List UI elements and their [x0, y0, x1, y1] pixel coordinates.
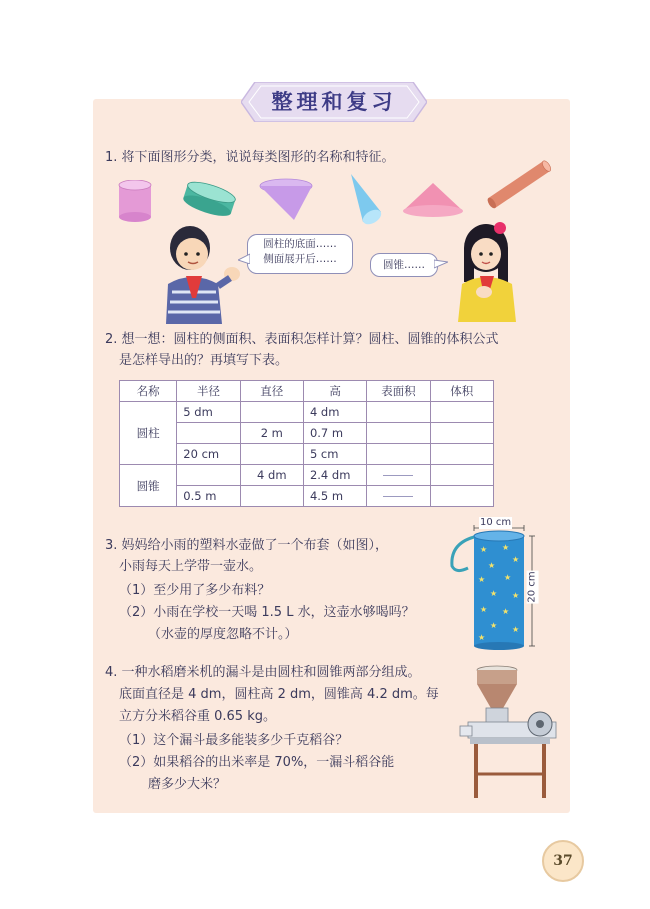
question-4-line-1: 4. 一种水稻磨米机的漏斗是由圆柱和圆锥两部分组成。	[105, 665, 421, 680]
cone-shape-2	[343, 172, 383, 226]
svg-text:★: ★	[488, 561, 496, 570]
table-cell-na	[367, 465, 430, 486]
question-2-line-1: 2. 想一想：圆柱的侧面积、表面积怎样计算？圆柱、圆锥的体积公式	[105, 332, 499, 347]
svg-text:★: ★	[480, 545, 488, 554]
question-3-line-2: 小雨每天上学带一壶水。	[119, 559, 263, 574]
boy-speech-bubble	[247, 234, 353, 274]
table-cell[interactable]	[177, 423, 240, 444]
svg-text:★: ★	[478, 575, 486, 584]
dash-line	[383, 475, 413, 476]
bubble-tail-girl	[434, 258, 448, 270]
svg-text:★: ★	[502, 543, 510, 552]
svg-text:★: ★	[478, 633, 486, 642]
boy-speech-line-2: 侧面展开后……	[263, 253, 337, 265]
question-4-line-2: 底面直径是 4 dm，圆柱高 2 dm，圆锥高 4.2 dm。每	[119, 687, 439, 702]
table-header-row	[120, 381, 494, 402]
girl-speech-text: 圆锥……	[383, 259, 425, 271]
table-cell[interactable]: 5 cm	[303, 444, 366, 465]
question-1: 1. 将下面图形分类，说说每类图形的名称和特征。	[105, 150, 395, 165]
question-3-sub-2b: （水壶的厚度忽略不计。）	[148, 627, 298, 642]
cone-shape-3	[401, 181, 465, 219]
table-cell[interactable]	[430, 423, 493, 444]
table-cell[interactable]: 2.4 dm	[303, 465, 366, 486]
table-cell[interactable]	[177, 465, 240, 486]
table-cell[interactable]: 2 m	[240, 423, 303, 444]
boy-speech-line-1: 圆柱的底面……	[263, 238, 337, 250]
girl-speech-bubble	[370, 253, 438, 277]
bottle-height-label: 20 cm	[526, 571, 538, 603]
svg-text:★: ★	[490, 621, 498, 630]
cone-label: 圆锥	[120, 465, 177, 507]
svg-text:★: ★	[480, 605, 488, 614]
svg-text:★: ★	[512, 555, 520, 564]
question-4-sub-1: （1）这个漏斗最多能装多少千克稻谷？	[119, 733, 349, 748]
question-4-sub-2: （2）如果稻谷的出米率是 70%，一漏斗稻谷能	[119, 755, 395, 770]
table-cell[interactable]	[367, 444, 430, 465]
bottle-width-label: 10 cm	[480, 517, 512, 528]
table-cell[interactable]	[367, 402, 430, 423]
table-cell[interactable]: 4.5 m	[303, 486, 366, 507]
table-cell[interactable]: 0.5 m	[177, 486, 240, 507]
table-cell[interactable]: 0.7 m	[303, 423, 366, 444]
table-cell[interactable]: 4 dm	[303, 402, 366, 423]
table-cell[interactable]	[240, 444, 303, 465]
girl-illustration	[450, 218, 524, 324]
flat-cylinder-shape	[180, 180, 238, 220]
dash-line	[383, 496, 413, 497]
table-row	[120, 465, 494, 486]
boy-illustration	[158, 222, 244, 326]
cylinder-shape-1	[116, 180, 154, 224]
question-2-line-2: 是怎样导出的？再填写下表。	[119, 353, 289, 368]
table-cell[interactable]	[240, 486, 303, 507]
table-cell[interactable]: 4 dm	[240, 465, 303, 486]
question-3-sub-1: （1）至少用了多少布料？	[119, 583, 271, 598]
question-3-line-1: 3. 妈妈给小雨的塑料水壶做了一个布套（如图），	[105, 538, 389, 553]
header-diameter: 直径	[240, 381, 303, 402]
svg-text:★: ★	[490, 589, 498, 598]
header-volume: 体积	[430, 381, 493, 402]
table-cell[interactable]	[430, 486, 493, 507]
table-cell[interactable]	[430, 465, 493, 486]
table-cell[interactable]	[367, 423, 430, 444]
header-height: 高	[303, 381, 366, 402]
long-cylinder-shape	[484, 156, 556, 212]
svg-text:★: ★	[502, 607, 510, 616]
header-name: 名称	[120, 381, 177, 402]
table-cell-na	[367, 486, 430, 507]
table-cell[interactable]: 20 cm	[177, 444, 240, 465]
header-radius: 半径	[177, 381, 240, 402]
table-cell[interactable]	[240, 402, 303, 423]
table-cell[interactable]: 5 dm	[177, 402, 240, 423]
table-cell[interactable]	[430, 402, 493, 423]
question-4-line-3: 立方分米稻谷重 0.65 kg。	[119, 709, 276, 724]
header-surface-area: 表面积	[367, 381, 430, 402]
cylinder-label: 圆柱	[120, 402, 177, 465]
svg-text:★: ★	[512, 591, 520, 600]
volume-table	[119, 380, 494, 507]
rice-mill-illustration	[458, 664, 568, 802]
table-row	[120, 402, 494, 423]
table-cell[interactable]	[430, 444, 493, 465]
question-4-sub-2b: 磨多少大米？	[148, 777, 227, 792]
svg-text:★: ★	[512, 625, 520, 634]
page-number: 37	[542, 840, 584, 882]
bubble-tail-boy	[238, 252, 250, 264]
question-3-sub-2: （2）小雨在学校一天喝 1.5 L 水，这壶水够喝吗？	[119, 605, 415, 620]
cone-shape-1	[258, 176, 316, 222]
page-title: 整理和复习	[271, 89, 397, 114]
svg-text:★: ★	[504, 573, 512, 582]
